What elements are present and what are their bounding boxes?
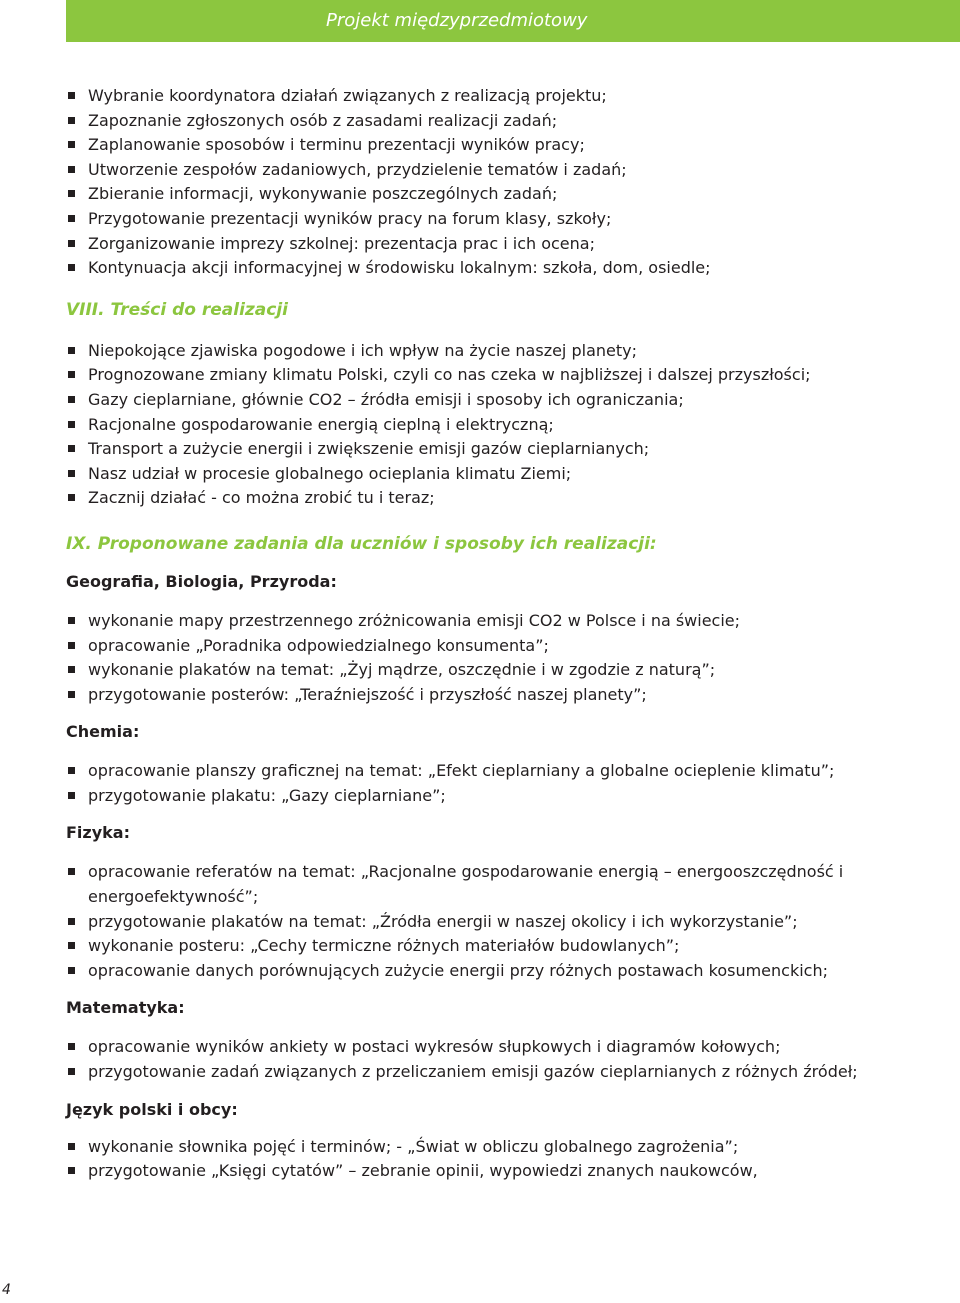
- list-item: Racjonalne gospodarowanie energią cieplną i elektryczną;: [66, 413, 926, 438]
- subject-list-matematyka: [66, 1035, 926, 1084]
- list-item: wykonanie mapy przestrzennego zróżnicowania emisji CO2 w Polsce i na świecie;: [66, 609, 926, 634]
- subject-heading-jezyk: Język polski i obcy:: [66, 1099, 238, 1119]
- list-item: Transport a zużycie energii i zwiększenie emisji gazów cieplarnianych;: [66, 437, 926, 462]
- list-item: Wybranie koordynatora działań związanych z realizacją projektu;: [66, 84, 926, 109]
- list-item: Zaplanowanie sposobów i terminu prezentacji wyników pracy;: [66, 133, 926, 158]
- list-item: Niepokojące zjawiska pogodowe i ich wpływ na życie naszej planety;: [66, 339, 926, 364]
- section-title-viii: VIII. Treści do realizacji: [66, 299, 288, 320]
- subject-list-chemia: [66, 759, 926, 808]
- list-item: wykonanie plakatów na temat: „Żyj mądrze, oszczędnie i w zgodzie z naturą”;: [66, 658, 926, 683]
- list-item: opracowanie referatów na temat: „Racjonalne gospodarowanie energią – energooszczędność i energoefektywność”;: [66, 860, 926, 909]
- list-item: Zbieranie informacji, wykonywanie poszczególnych zadań;: [66, 182, 926, 207]
- list-item: Zacznij działać - co można zrobić tu i teraz;: [66, 486, 926, 511]
- subject-heading-matematyka: Matematyka:: [66, 998, 185, 1018]
- section-title-ix: IX. Proponowane zadania dla uczniów i sposoby ich realizacji:: [66, 533, 657, 554]
- section-viii-list: [66, 339, 926, 511]
- subject-list-jezyk: [66, 1135, 926, 1184]
- list-item: Przygotowanie prezentacji wyników pracy na forum klasy, szkoły;: [66, 207, 926, 232]
- list-item: wykonanie słownika pojęć i terminów; - „Świat w obliczu globalnego zagrożenia”;: [66, 1135, 926, 1160]
- subject-list-fizyka: [66, 860, 926, 983]
- subject-heading-chemia: Chemia:: [66, 722, 140, 742]
- list-item: opracowanie wyników ankiety w postaci wykresów słupkowych i diagramów kołowych;: [66, 1035, 926, 1060]
- list-item: opracowanie danych porównujących zużycie energii przy różnych postawach kosumenckich;: [66, 959, 926, 984]
- subject-heading-geografia: Geografia, Biologia, Przyroda:: [66, 571, 337, 591]
- list-item: Prognozowane zmiany klimatu Polski, czyli co nas czeka w najbliższej i dalszej przyszłości;: [66, 363, 926, 388]
- header-bar: [66, 0, 960, 42]
- list-item: przygotowanie plakatu: „Gazy cieplarniane”;: [66, 784, 926, 809]
- list-item: przygotowanie „Księgi cytatów” – zebranie opinii, wypowiedzi znanych naukowców,: [66, 1159, 926, 1184]
- intro-list: [66, 84, 926, 281]
- list-item: przygotowanie zadań związanych z przeliczaniem emisji gazów cieplarnianych z różnych źródeł;: [66, 1060, 926, 1085]
- list-item: przygotowanie plakatów na temat: „Źródła energii w naszej okolicy i ich wykorzystanie”;: [66, 910, 926, 935]
- list-item: opracowanie planszy graficznej na temat: „Efekt cieplarniany a globalne ocieplenie klimatu”;: [66, 759, 926, 784]
- page-number: 4: [2, 1282, 11, 1298]
- header-title: Projekt międzyprzedmiotowy: [326, 10, 588, 31]
- subject-list-geografia: [66, 609, 926, 707]
- list-item: opracowanie „Poradnika odpowiedzialnego konsumenta”;: [66, 634, 926, 659]
- page-content: [66, 84, 926, 1184]
- list-item: przygotowanie posterów: „Teraźniejszość i przyszłość naszej planety”;: [66, 683, 926, 708]
- list-item: Kontynuacja akcji informacyjnej w środowisku lokalnym: szkoła, dom, osiedle;: [66, 256, 926, 281]
- list-item: Zorganizowanie imprezy szkolnej: prezentacja prac i ich ocena;: [66, 232, 926, 257]
- list-item: Nasz udział w procesie globalnego ocieplania klimatu Ziemi;: [66, 462, 926, 487]
- list-item: Utworzenie zespołów zadaniowych, przydzielenie tematów i zadań;: [66, 158, 926, 183]
- list-item: Zapoznanie zgłoszonych osób z zasadami realizacji zadań;: [66, 109, 926, 134]
- list-item: Gazy cieplarniane, głównie CO2 – źródła emisji i sposoby ich ograniczania;: [66, 388, 926, 413]
- list-item: wykonanie posteru: „Cechy termiczne różnych materiałów budowlanych”;: [66, 934, 926, 959]
- subject-heading-fizyka: Fizyka:: [66, 823, 130, 843]
